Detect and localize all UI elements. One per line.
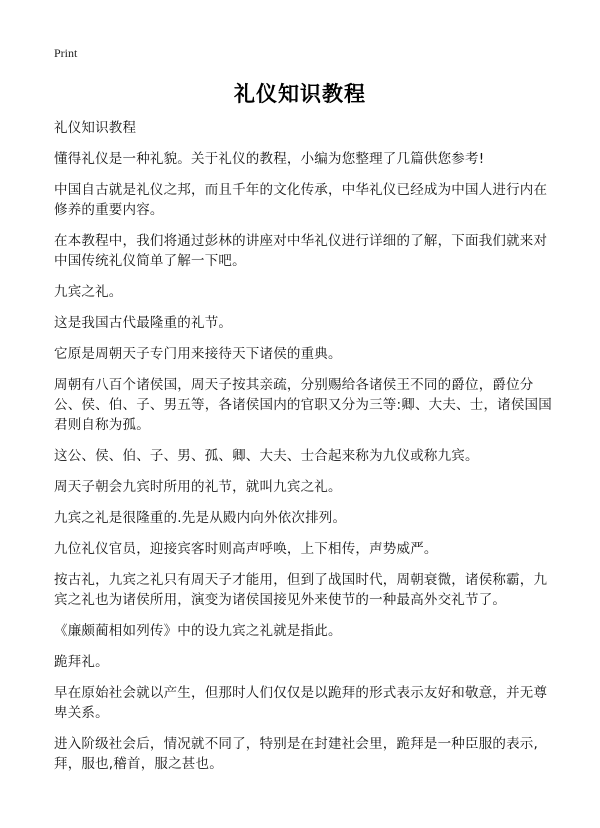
paragraph: 礼仪知识教程 xyxy=(54,120,137,136)
paragraph: 进入阶级社会后，情况就不同了，特别是在封建社会里，跪拜是一种臣服的表示,拜，服也,稽首，服之甚也。 xyxy=(54,736,538,772)
print-link[interactable]: Print xyxy=(54,46,78,60)
paragraph: 周天子朝会九宾时所用的礼节，就叫九宾之礼。 xyxy=(54,479,342,495)
paragraph: 九位礼仪官员，迎接宾客时则高声呼唤，上下相传，声势威严。 xyxy=(54,541,438,557)
paragraph: 早在原始社会就以产生，但那时人们仅仅是以跪拜的形式表示友好和敬意，并无尊卑关系。 xyxy=(54,685,548,721)
paragraph: 九宾之礼。 xyxy=(54,284,123,300)
paragraph: 跪拜礼。 xyxy=(54,654,109,670)
paragraph: 《廉颇蔺相如列传》中的设九宾之礼就是指此。 xyxy=(54,623,342,639)
paragraph: 这是我国古代最隆重的礼节。 xyxy=(54,315,233,331)
paragraph: 中国自古就是礼仪之邦，而且千年的文化传承，中华礼仪已经成为中国人进行内在修养的重要内容。 xyxy=(54,182,548,218)
paragraph: 按古礼，九宾之礼只有周天子才能用，但到了战国时代，周朝衰微，诸侯称霸，九宾之礼也为诸侯所用，演变为诸侯国接见外来使节的一种最高外交礼节了。 xyxy=(54,572,548,608)
paragraph: 懂得礼仪是一种礼貌。关于礼仪的教程，小编为您整理了几篇供您参考! xyxy=(54,151,485,167)
paragraph: 它原是周朝天子专门用来接待天下诸侯的重典。 xyxy=(54,346,342,362)
paragraph: 这公、侯、伯、子、男、孤、卿、大夫、士合起来称为九仪或称九宾。 xyxy=(54,448,479,464)
paragraph: 周朝有八百个诸侯国，周天子按其亲疏，分别赐给各诸侯王不同的爵位，爵位分公、侯、伯、子、男五等，各诸侯国内的官职又分为三等:卿、大夫、士，诸侯国国君则自称为孤。 xyxy=(54,377,552,433)
paragraph: 在本教程中，我们将通过彭林的讲座对中华礼仪进行详细的了解，下面我们就来对中国传统礼仪简单了解一下吧。 xyxy=(54,233,548,269)
paragraph: 九宾之礼是很隆重的.先是从殿内向外依次排列。 xyxy=(54,510,347,526)
document-body xyxy=(54,118,554,774)
document-title: 礼仪知识教程 xyxy=(234,82,366,106)
